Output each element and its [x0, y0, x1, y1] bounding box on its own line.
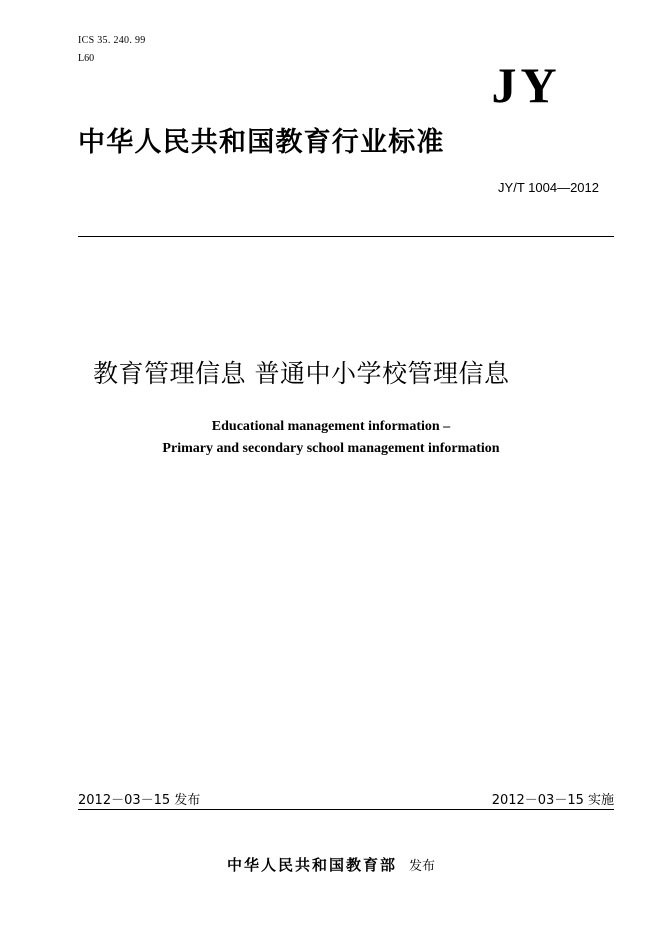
title-english-line-2: Primary and secondary school management information [162, 441, 500, 456]
title-english [0, 416, 662, 460]
publish-date: 2012－03－15 发布 [78, 793, 201, 808]
organization-title: 中华人民共和国教育行业标准 [78, 127, 445, 158]
issuer-line [0, 854, 662, 878]
title-english-line-1: Educational management information – [211, 419, 451, 434]
ics-code: ICS 35. 240. 99 [78, 35, 146, 46]
title-chinese: 教育管理信息 普通中小学校管理信息 [93, 359, 510, 388]
footer-divider [78, 809, 614, 810]
effective-date: 2012－03－15 实施 [491, 793, 614, 808]
header-divider [78, 236, 614, 237]
issuer-name: 中华人民共和国教育部 [226, 856, 397, 874]
ccs-code: L60 [78, 53, 95, 64]
issue-label: 发布 [409, 859, 436, 874]
jy-logo: JY [491, 57, 561, 113]
standard-number: JY/T 1004—2012 [498, 180, 599, 195]
